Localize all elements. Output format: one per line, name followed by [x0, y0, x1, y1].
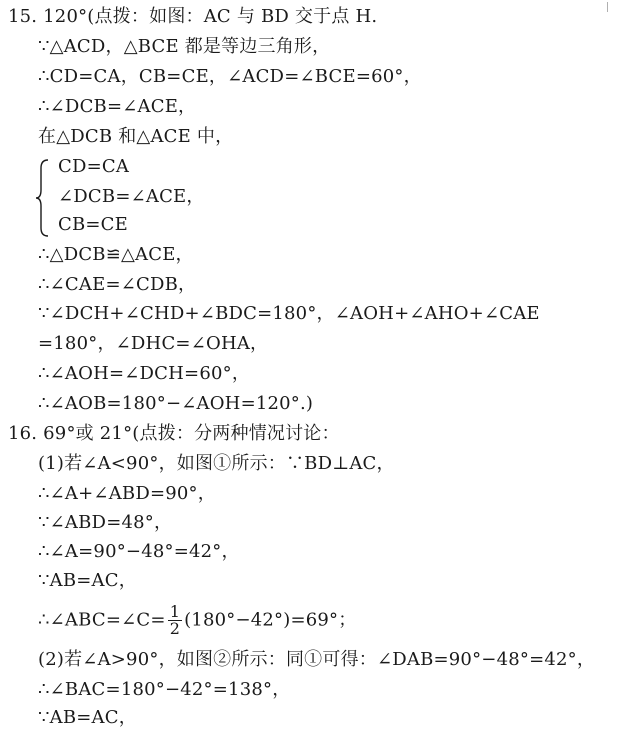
system-line: ∠DCB=∠ACE，: [58, 186, 205, 207]
solution-line: ∴∠BAC=180°−42°=138°，: [38, 679, 291, 700]
fraction-line-before: ∴∠ABC=∠C=: [38, 609, 166, 631]
solution-line: ∵AB=AC，: [38, 570, 137, 591]
fraction-denominator: 2: [169, 619, 181, 638]
solution-line: ∴△DCB≌△ACE，: [38, 244, 194, 265]
solution-line: (2)若∠A>90°，如图②所示：同①可得：∠DAB=90°−48°=42°，: [38, 649, 596, 670]
solution-line: ∴∠A+∠ABD=90°，: [38, 483, 216, 504]
solution-line: ∵AB=AC，: [38, 707, 137, 728]
solution-line: ∵∠DCH+∠CHD+∠BDC=180°，∠AOH+∠AHO+∠CAE: [38, 303, 540, 324]
fraction-line: [38, 604, 356, 637]
solution-line: ∴∠A=90°−48°=42°，: [38, 541, 240, 562]
solution-line: ∴∠AOB=180°−∠AOH=120°.): [38, 393, 314, 414]
system-line: CD=CA: [58, 156, 130, 177]
solution-line: ∴∠DCB=∠ACE，: [38, 96, 197, 117]
solution-line: ∵∠ABD=48°，: [38, 512, 173, 533]
problem-15-header: 15. 120°(点拨：如图：AC 与 BD 交于点 H.: [8, 6, 378, 27]
fraction: [168, 604, 182, 637]
solution-line: ∴∠AOH=∠DCH=60°，: [38, 363, 251, 384]
solution-line: =180°，∠DHC=∠OHA，: [38, 333, 269, 354]
solution-line: ∵△ACD，△BCE 都是等边三角形，: [38, 36, 331, 57]
fraction-numerator: 1: [169, 602, 181, 621]
scan-mark: [607, 2, 608, 12]
left-brace-icon: [34, 158, 52, 238]
solution-line: (1)若∠A<90°，如图①所示：∵BD⊥AC，: [38, 453, 395, 474]
solution-line: 在△DCB 和△ACE 中，: [38, 126, 234, 147]
solution-line: ∴CD=CA，CB=CE，∠ACD=∠BCE=60°，: [38, 66, 422, 87]
fraction-line-after: (180°−42°)=69°；: [184, 609, 357, 631]
solution-line: ∴∠CAE=∠CDB，: [38, 274, 197, 295]
system-line: CB=CE: [58, 214, 128, 235]
problem-16-header: 16. 69°或 21°(点拨：分两种情况讨论：: [8, 423, 340, 444]
